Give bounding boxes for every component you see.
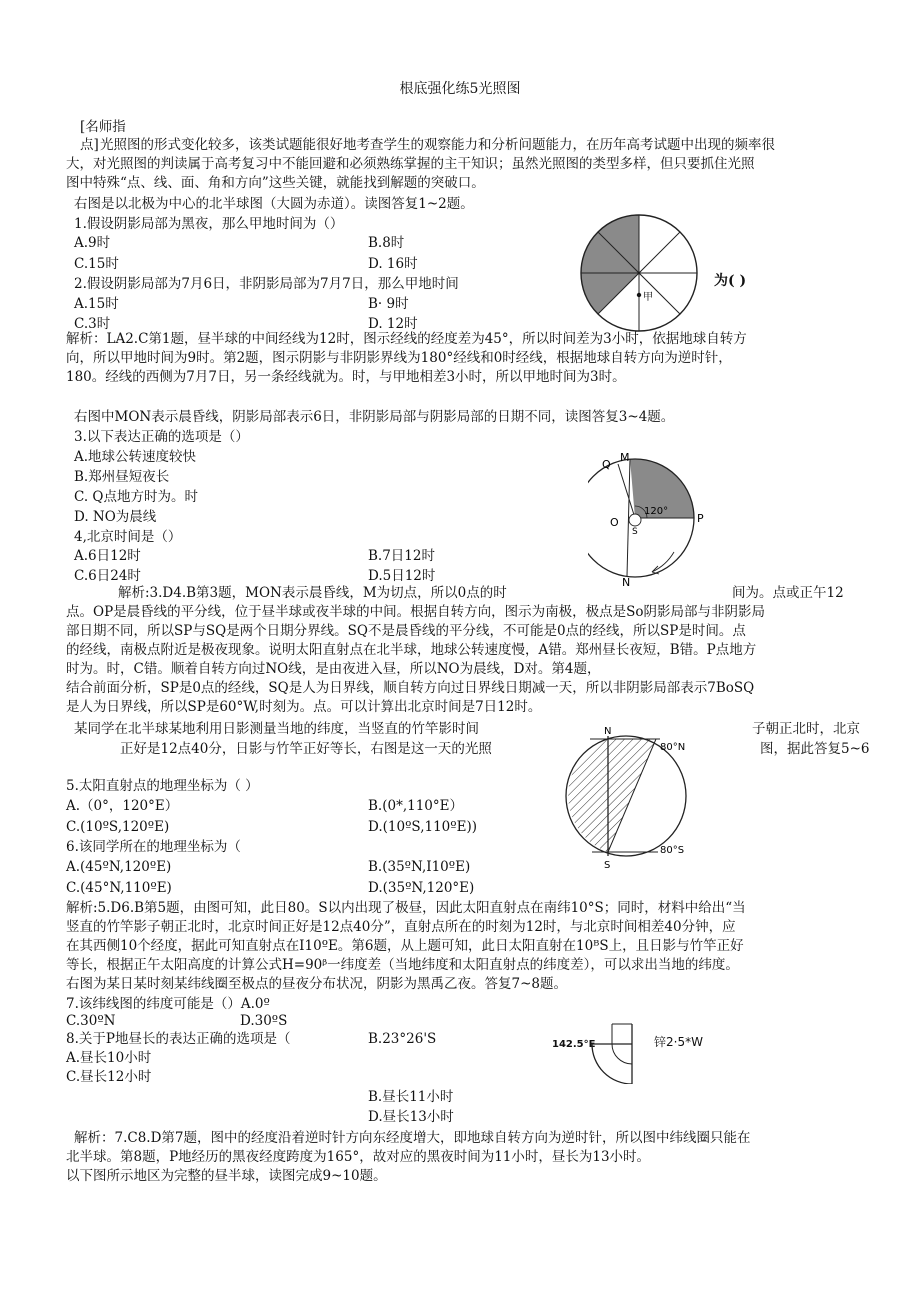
longitude-label-left: 142.5°E bbox=[552, 1039, 596, 1050]
answer-line: 解析：LA2.C第1题，昼半球的中间经线为12时，图示经线的经度差为45°，所以时间差为3小时，依据地球自转方 bbox=[66, 331, 747, 347]
intro-line: 大，对光照图的判读属于高考复习中不能回避和必须熟练掌握的主干知识；虽然光照图的类型多样，但只要抓住光照 bbox=[66, 156, 755, 172]
option-a: A.6日12时 bbox=[74, 548, 141, 564]
latitude-circle-figure bbox=[588, 1022, 634, 1084]
question-7: 7.该纬线图的纬度可能是（）A.0º bbox=[66, 996, 270, 1012]
question-6: 6.该同学所在的地理坐标为（ bbox=[66, 839, 241, 855]
point-jia-label: 甲 bbox=[643, 292, 653, 303]
answer-line: 部日期不同，所以SP与SQ是两个日期分界线。SQ不是晨昏线的平分线，不可能是0点的经线，所以SP是时间。点 bbox=[66, 623, 746, 639]
answer-line: 在其西侧10个经度，据此可知直射点在I10ºE。第6题，从上题可知，此日太阳直射在10ᴮS上，且日影与竹竿正好 bbox=[66, 938, 744, 954]
option-a: A.（0°，120°E） bbox=[66, 798, 179, 814]
label-n: N bbox=[604, 726, 612, 737]
label-s: S bbox=[632, 527, 638, 537]
option-c: C.15时 bbox=[74, 256, 119, 272]
intro-header: [名师指 bbox=[80, 119, 126, 135]
intro-header-2: 点] bbox=[80, 137, 99, 153]
pole-s-circle bbox=[629, 514, 641, 526]
option-a: A.昼长10小时 bbox=[66, 1050, 152, 1066]
outer-arc bbox=[592, 1044, 632, 1084]
answer-line: 结合前面分析，SP是0点的经线，SQ是人为日界线，顺自转方向过日界线日期减一天，所以非阴影局部表示7BoSQ bbox=[66, 680, 755, 696]
option-a: A.15时 bbox=[74, 296, 119, 312]
question-stem-tail: 图，据此答复5~6 bbox=[760, 741, 870, 757]
option-b: B.昼长11小时 bbox=[368, 1089, 454, 1105]
option-b: B.23°26'S bbox=[368, 1031, 437, 1047]
answer-line: 解析：7.C8.D第7题，图中的经度沿着逆时针方向东经度增大，即地球自转方向为逆时针，所以图中纬线圈只能在 bbox=[74, 1130, 751, 1146]
option-c: C.30ºN bbox=[66, 1013, 116, 1029]
option-b: B· 9时 bbox=[368, 296, 409, 312]
option-c: C.昼长12小时 bbox=[66, 1069, 152, 1085]
question-stem-tail: 子朝正北时，北京 bbox=[752, 721, 860, 737]
option-c: C.6日24时 bbox=[74, 568, 141, 584]
option-c: C.(45°N,110ºE) bbox=[66, 880, 172, 896]
question-8: 8.关于P地昼长的表达正确的选项是（ bbox=[66, 1031, 291, 1047]
option-b: B.郑州昼短夜长 bbox=[74, 469, 170, 485]
point-jia-marker bbox=[637, 293, 641, 297]
option-b: B.(35ºN,I10ºE) bbox=[368, 859, 471, 875]
answer-line: 的经线，南极点附近是极夜现象。说明太阳直射点在北半球，地球公转速度慢，A错。郑州昼长夜短，B错。P点地方 bbox=[66, 642, 757, 658]
option-d: D. NO为晨线 bbox=[74, 509, 157, 525]
answer-line: 解析:5.D6.B第5题，由图可知，此日80。S以内出现了极昼，因此太阳直射点在南纬10°S；同时，材料中给出“当 bbox=[66, 900, 746, 916]
question-stem: 右图是以北极为中心的北半球图（大圆为赤道）。读图答复1~2题。 bbox=[74, 196, 474, 212]
label-80s: 80°S bbox=[660, 845, 685, 856]
option-b: B.(0*,110°E） bbox=[368, 798, 463, 814]
answer-line: 是人为日界线，所以SP是60°W,时刻为。点。可以计算出北京时间是7日12时。 bbox=[66, 699, 542, 715]
answer-line: 点。OP是晨昏线的平分线，位于昼半球或夜半球的中间。根据自转方向，图示为南极，极点是So阴影局部与非阴影局 bbox=[66, 604, 766, 620]
option-d: D. 16时 bbox=[368, 256, 418, 272]
option-c: C.(10ºS,120ºE) bbox=[66, 819, 170, 835]
option-a: A.9时 bbox=[74, 235, 111, 251]
night-hatched-area bbox=[568, 739, 608, 852]
question-stem: 某同学在北半球某地利用日影测量当地的纬度，当竖直的竹竿影时间 bbox=[74, 721, 479, 737]
question-1: 1.假设阴影局部为黑夜，那么甲地时间为（） bbox=[74, 216, 344, 232]
inner-arc bbox=[612, 1044, 632, 1064]
answer-line: 时为。时，C错。顺着自转方向过NO线，是由夜进入昼，所以NO为晨线，D对。第4题， bbox=[66, 661, 601, 677]
option-c: C. Q点地方时为。时 bbox=[74, 489, 198, 505]
option-b: B.7日12时 bbox=[368, 548, 435, 564]
option-d: D.昼长13小时 bbox=[368, 1109, 454, 1125]
answer-line: 180。经线的西侧为7月7日，另一条经线就为。时，与甲地相差3小时，所以甲地时间为3时。 bbox=[66, 369, 626, 385]
answer-line: 向，所以甲地时间为9时。第2题，图示阴影与非阴影界线为180°经线和0时经线，根据地球自转方向为逆时针， bbox=[66, 350, 732, 366]
polar-daylight-figure-1 bbox=[578, 212, 700, 334]
intro-line: 图中特殊“点、线、面、角和方向”这些关键，就能找到解题的突破口。 bbox=[66, 175, 485, 191]
intro-line: 光照图的形式变化较多，该类试题能很好地考查学生的观察能力和分析问题能力，在历年高考试题中出现的频率很 bbox=[100, 137, 775, 153]
answer-line: 解析:3.D4.B第3题，MON表示晨昏线，M为切点，所以0点的时 bbox=[118, 585, 507, 601]
longitude-label-right: 锌2·5*W bbox=[654, 1035, 703, 1049]
question-4: 4,北京时间是（） bbox=[74, 529, 182, 545]
answer-line: 等长，根据正午太阳高度的计算公式H=90ᵝ一纬度差（当地纬度和太阳直射点的纬度差），可以求出当地的纬度。 bbox=[66, 957, 739, 973]
option-d: D.5日12时 bbox=[368, 568, 436, 584]
question-stem: 右图为某日某时刻某纬线圈至极点的昼夜分布状况，阴影为黑禹乙夜。答复7~8题。 bbox=[66, 976, 567, 992]
question-2: 2.假设阴影局部为7月6日，非阴影局部为7月7日，那么甲地时间 bbox=[74, 276, 459, 292]
label-n: N bbox=[622, 576, 631, 588]
answer-line-tail: 间为。点或正午12 bbox=[732, 585, 844, 601]
south-polar-figure bbox=[588, 448, 718, 588]
angle-label: 120° bbox=[644, 506, 669, 517]
option-d: D.(35ºN,120°E) bbox=[368, 880, 475, 896]
question-2-tail: 为( ) bbox=[714, 273, 747, 289]
label-m: M bbox=[620, 451, 630, 464]
option-a: A.(45ºN,120ºE) bbox=[66, 859, 172, 875]
label-80n: 80°N bbox=[660, 742, 686, 753]
option-d: D. 12时 bbox=[368, 316, 418, 332]
label-p: P bbox=[697, 512, 704, 525]
question-3: 3.以下表达正确的选项是（） bbox=[74, 429, 249, 445]
option-d: D.(10ºS,110ºE)) bbox=[368, 819, 477, 835]
question-stem: 右图中MON表示晨昏线，阴影局部表示6日，非阴影局部与阴影局部的日期不同，读图答复3~4题。 bbox=[74, 409, 675, 425]
closing-stem: 以下图所示地区为完整的昼半球，读图完成9~10题。 bbox=[66, 1168, 387, 1184]
daylight-figure-3 bbox=[548, 722, 708, 870]
option-d: D.30ºS bbox=[240, 1013, 288, 1029]
option-b: B.8时 bbox=[368, 235, 405, 251]
label-s: S bbox=[604, 860, 611, 870]
answer-line: 竖直的竹竿影子朝正北时，北京时间正好是12点40分”，直射点所在的时刻为12时，与北京时间相差40分钟，应 bbox=[66, 919, 736, 935]
label-q: Q bbox=[602, 458, 611, 471]
page-title: 根底强化练5光照图 bbox=[399, 81, 521, 97]
option-c: C.3时 bbox=[74, 316, 111, 332]
answer-line: 北半球。第8题，P地经历的黑夜经度跨度为165°，故对应的黑夜时间为11小时，昼长为13小时。 bbox=[66, 1149, 651, 1165]
question-5: 5.太阳直射点的地理坐标为（ ） bbox=[66, 778, 259, 794]
label-o: O bbox=[610, 516, 619, 529]
question-stem: 正好是12点40分，日影与竹竿正好等长，右图是这一天的光照 bbox=[120, 741, 492, 757]
night-sector bbox=[581, 273, 639, 314]
option-a: A.地球公转速度较快 bbox=[74, 449, 197, 465]
